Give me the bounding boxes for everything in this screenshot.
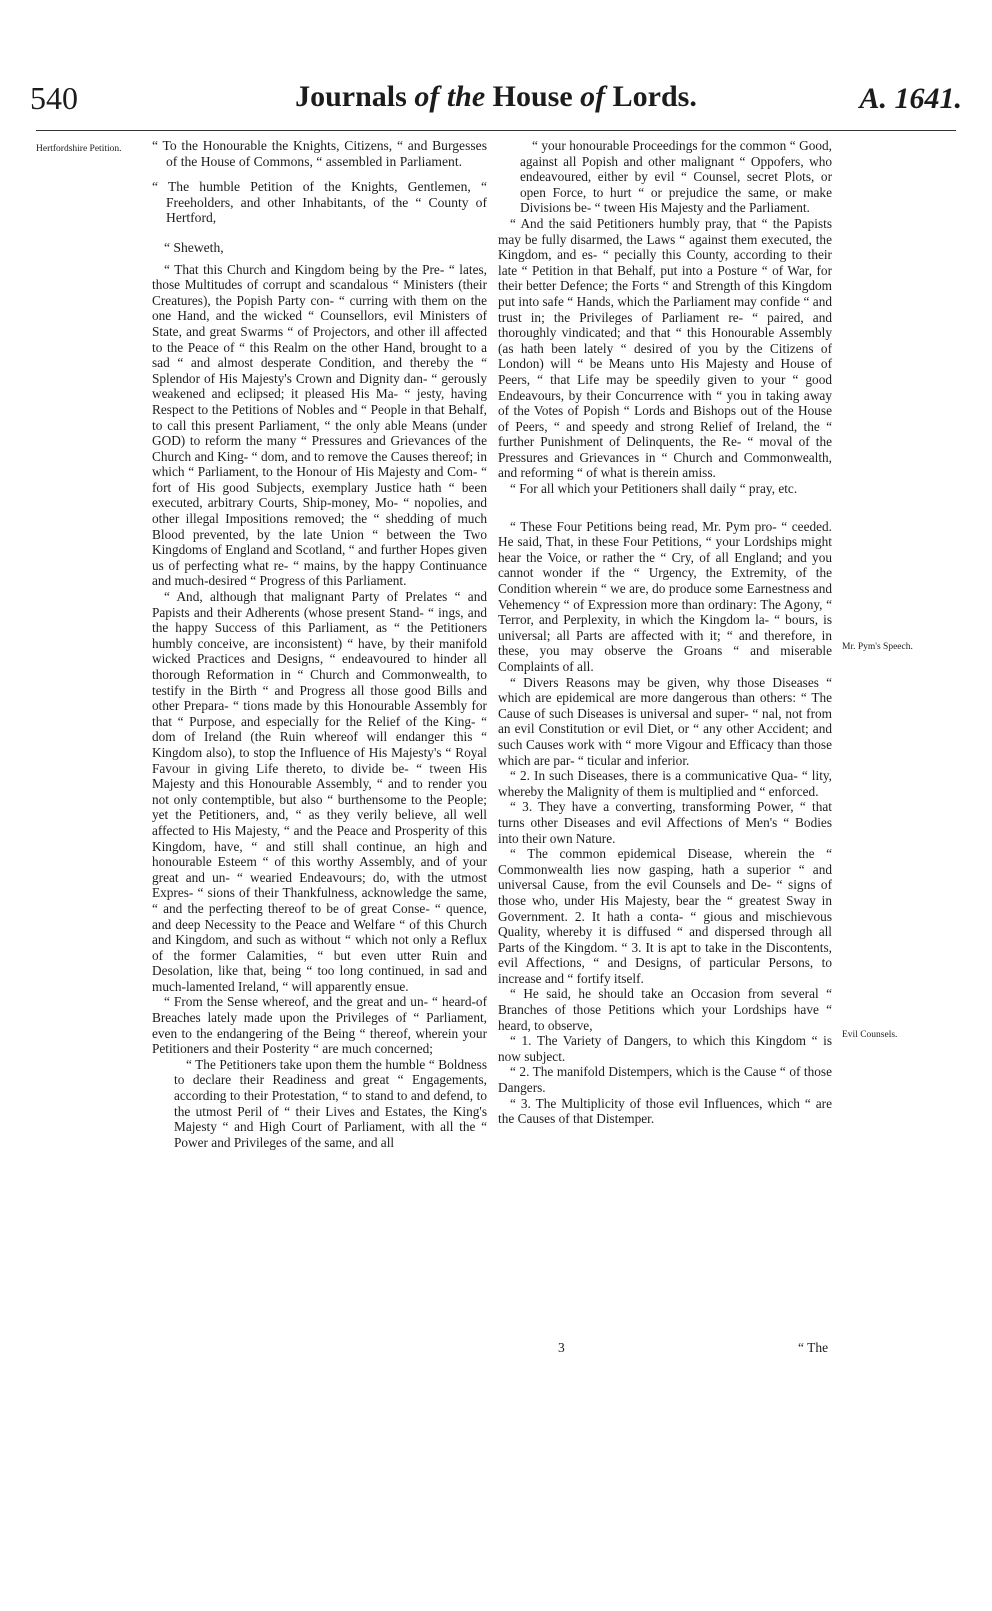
margin-note-evil-counsels: Evil Counsels. (842, 1030, 898, 1040)
paragraph: “ That this Church and Kingdom being by the Pre- “ lates, those Multitudes of corrupt and scandalous “ Ministers (their Creatures), the Popish Party con- “ curring with them on the one Hand, and the wicked “ Counsellors, evil Ministers of State, and great Swarms “ of Projectors, and other ill affected to the Peace of “ this Realm on the other Hand, brought to a sad “ and almost desperate Condition, and thereby the “ Splendor of His Majesty's Crown and Dignity dan- “ gerously weakened and eclipsed; it pleased His Ma- “ jesty, having Respect to the Petitions of Nobles and “ People in that Behalf, to call this present Parliament, “ the only able Means (under GOD) to reform the many “ Pressures and Grievances of the Church and King- “ dom, and to remove the Causes thereof; in which “ Parliament, to the Honour of His Majesty and Com- “ fort of His good Subjects, exemplary Justice hath “ been executed, arbitrary Courts, Ship-money, Mo- “ nopolies, and other illegal Impositions removed; the “ shedding of much Blood prevented, by the late Union “ between the Two Kingdoms of England and Scotland, “ and further Hopes given us of perfecting what re- “ mains, by the happy Continuance and much-desired “ Progress of this Parliament. (152, 261, 487, 589)
paragraph: “ And, although that malignant Party of Prelates “ and Papists and their Adherents (whose present Stand- “ ings, and the happy Success of this Parliament, as “ the Petitioners humbly conceive, are inconsistent) “ have, by their manifold wicked Practices and Designs, “ endeavoured to hinder all thorough Reformation in “ Church and Commonwealth, to testify in the Birth “ and Progress all those good Bills and other Prepara- “ tions made by this Honourable Assembly for that “ Purpose, and especially for the Relief of the King- “ dom of Ireland (the Ruin whereof will endanger this “ Kingdom also), to stop the Influence of His Majesty's “ Royal Favour in giving Life thereto, to divide be- “ tween His Majesty and this Honourable Assembly, “ and to render you not only contemptible, but also “ burthensome to the People; yet the Petitioners, and, “ as they verily believe, all well affected to His Majesty, “ and the Peace and Prosperity of this Kingdom, have, “ and still shall continue, an high and honourable Esteem “ of this worthy Assembly, and of your great and un- “ wearied Endeavours; do, with the utmost Expres- “ sions of their Thankfulness, acknowledge the same, “ and the perfecting thereof to be of great Conse- “ quence, and deep Necessity to the Peace and Welfare “ of this Church and Kingdom, and such as without “ which not only a Reflux of the former Calamities, “ but even utter Ruin and Desolation, like that, being “ too long continued, in sad and much-lamented Ireland, “ will apparently ensue. (152, 589, 487, 994)
header-rule (36, 130, 956, 131)
petition-title: “ The humble Petition of the Knights, Gentlemen, “ Freeholders, and other Inhabitants, of the “ County of Hertford, (152, 179, 487, 226)
petition-sheweth: “ Sheweth, (164, 239, 224, 255)
paragraph: “ These Four Petitions being read, Mr. Pym pro- “ ceeded. He said, That, in these Four Petitions, “ your Lordships might hear the Voice, or rather the “ Cry, of all England; and you cannot wonder if the “ Urgency, the Extremity, of the Condition wherein “ we are, do produce some Earnestness and Vehemency “ of Expression more than ordinary: The Agony, “ Terror, and Perplexity, in which the Kingdom la- “ bours, is universal; all Parts are affected with it; “ and therefore, in these, you may observe the Groans “ and miserable Complaints of all. (498, 518, 832, 674)
paragraph: “ 2. The manifold Distempers, which is the Cause “ of those Dangers. (498, 1064, 832, 1096)
paragraph: “ The common epidemical Disease, wherein the “ Commonwealth lies now gasping, hath a superior “ and universal Cause, from the evil Counsels and De- “ signs of those who, under His Majesty, bear the “ greatest Sway in Government. 2. It hath a conta- “ gious and mischievous Quality, whereby it is diffused “ and dispersed through all Parts of the Kingdom. “ 3. It is apt to take in the Discontents, evil Affections, “ and Designs, of particular Persons, to increase and “ fortify itself. (498, 846, 832, 986)
paragraph: “ And the said Petitioners humbly pray, that “ the Papists may be fully disarmed, the Laws “ against them executed, the Kingdom, and es- “ pecially this County, according to their late “ Petition in that Behalf, put into a Posture “ of War, for their better Defence; the Forts “ and Strength of this Kingdom put into safe “ Hands, which the Parliament may confide “ and trust in; the Privileges of Parliament re- “ paired, and thoroughly vindicated; and that “ this Honourable Assembly (as hath been lately “ desired of you by the Citizens of London) will “ be Means unto His Majesty and House of Peers, “ that Life may be speedily given to your “ good Endeavours, by their Concurrence with “ you in taking away of the Votes of Popish “ Lords and Bishops out of the House of Peers, “ and speedy and strong Relief of Ireland, the “ further Punishment of Delinquents, the Re- “ moval of the Pressures and Grievances in “ Church and Commonwealth, and reforming “ of what is therein amiss. (498, 215, 832, 481)
right-column (498, 138, 832, 1127)
paragraph: “ 3. They have a converting, transforming Power, “ that turns other Diseases and evil Affections of Men's “ Bodies into their own Nature. (498, 799, 832, 846)
margin-note-pym: Mr. Pym's Speech. (842, 642, 913, 652)
paragraph: “ 2. In such Diseases, there is a communicative Qua- “ lity, whereby the Malignity of them is multiplied and “ enforced. (498, 768, 832, 799)
page-number: 540 (30, 80, 78, 116)
paragraph: “ From the Sense whereof, and the great and un- “ heard-of Breaches lately made upon the Privileges of “ Parliament, even to the endangering of the Being “ thereof, wherein your Petitioners and their Posterity “ are much concerned; (152, 994, 487, 1057)
paragraph: “ 1. The Variety of Dangers, to which this Kingdom “ is now subject. (498, 1033, 832, 1064)
catchword: “ The (798, 1340, 829, 1355)
year-heading: A. 1641. (859, 82, 962, 115)
page-header (30, 80, 962, 126)
paragraph: “ Divers Reasons may be given, why those Diseases “ which are epidemical are more dangerous than others: “ The Cause of such Diseases is universal and super- “ nal, not from an evil Constitution or evil Diet, or “ any other Accident; and such Causes work with “ more Vigour and Efficacy than those which are par- “ ticular and inferior. (498, 674, 832, 768)
left-column (152, 138, 487, 1150)
petition-address: “ To the Honourable the Knights, Citizens, “ and Burgesses of the House of Commons, “ assembled in Parliament. (152, 138, 487, 169)
running-title: Journals of the House of Lords. (295, 80, 697, 113)
paragraph: “ He said, he should take an Occasion from several “ Branches of those Petitions which your Lordships have “ heard, to observe, (498, 986, 832, 1033)
petition-closing: “ For all which your Petitioners shall daily “ pray, etc. (510, 481, 798, 497)
paragraph: “ your honourable Proceedings for the common “ Good, against all Popish and other malignant “ Oppofers, who endeavoured, either by evil “ Counsel, secret Plots, or open Force, to hurt “ or prejudice the same, or make Divisions be- “ tween His Majesty and the Parliament. (520, 138, 832, 216)
paragraph: “ The Petitioners take upon them the humble “ Boldness to declare their Readiness and great “ Engagements, according to their Protestation, “ to stand to and defend, to the utmost Peril of “ their Lives and Estates, the King's Majesty “ and High Court of Parliament, with all the “ Power and Privileges of the same, and all (174, 1056, 487, 1150)
paragraph: “ 3. The Multiplicity of those evil Influences, which “ are the Causes of that Distemper. (498, 1095, 832, 1127)
margin-note-hertfordshire: Hertfordshire Petition. (36, 144, 122, 154)
signature-mark: 3 (558, 1340, 565, 1355)
